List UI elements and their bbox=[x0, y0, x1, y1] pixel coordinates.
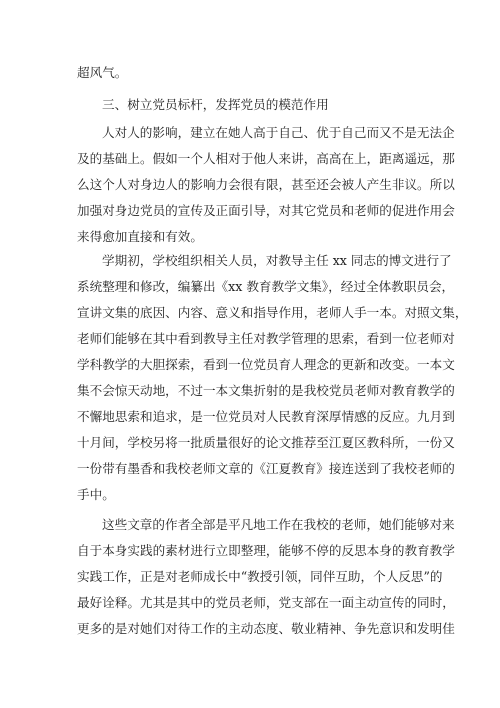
paragraph-3 bbox=[77, 512, 455, 642]
carryover-text-block bbox=[77, 60, 433, 86]
paragraph-line: 及的基础上。假如一个人相对于他人来讲，高高在上，距离遥远，那 bbox=[77, 151, 455, 166]
paragraph-line: 加强对身边党员的宣传及正面引导，对其它党员和老师的促进作用会 bbox=[77, 203, 455, 218]
section-heading-block bbox=[77, 92, 433, 118]
carryover-line: 超风气。 bbox=[77, 65, 128, 80]
paragraph-line: 实践工作，正是对老师成长中“教授引领，同伴互助，个人反思”的 bbox=[77, 569, 443, 584]
paragraph-line: 更多的是对她们对待工作的主动态度、敬业精神、争先意识和发明佳 bbox=[77, 621, 455, 636]
paragraph-line: 这些文章的作者全部是平凡地工作在我校的老师，她们能够对来 bbox=[102, 517, 455, 532]
paragraph-line: 来得愈加直接和有效。 bbox=[77, 229, 203, 244]
paragraph-line: 最好诠释。尤其是其中的党员老师，党支部在一面主动宣传的同时， bbox=[77, 595, 455, 610]
paragraph-line: 一份带有墨香和我校老师文章的《江夏教育》接连送到了我校老师的 bbox=[77, 461, 455, 476]
paragraph-line: 么这个人对身边人的影响力会很有限，甚至还会被人产生非议。所以 bbox=[77, 177, 455, 192]
paragraph-2 bbox=[77, 248, 468, 508]
paragraph-line: 学期初，学校组织相关人员，对教导主任 xx 同志的博文进行了 bbox=[102, 253, 452, 268]
paragraph-line: 自于本身实践的素材进行立即整理，能够不停的反思本身的教育教学 bbox=[77, 543, 455, 558]
paragraph-line: 系统整理和修改，编纂出《xx 教育教学文集》，经过全体教职员会， bbox=[77, 279, 455, 294]
paragraph-line: 学科教学的大胆探索，看到一位党员育人理念的更新和改变。一本文 bbox=[77, 357, 455, 372]
paragraph-1 bbox=[77, 120, 455, 250]
paragraph-line: 老师们能够在其中看到教导主任对教学管理的思索，看到一位老师对 bbox=[77, 331, 455, 346]
paragraph-line: 手中。 bbox=[77, 487, 115, 502]
paragraph-line: 不懈地思索和追求，是一位党员对人民教育深厚情感的反应。九月到 bbox=[77, 409, 455, 424]
paragraph-line: 宣讲文集的底因、内容、意义和指导作用，老师人手一本。对照文集， bbox=[77, 305, 468, 320]
section-heading: 三、树立党员标杆，发挥党员的模范作用 bbox=[102, 97, 329, 112]
paragraph-line: 十月间，学校另将一批质量很好的论文推荐至江夏区教科所，一份又 bbox=[77, 435, 455, 450]
paragraph-line: 集不会惊天动地，不过一本文集折射的是我校党员老师对教育教学的 bbox=[77, 383, 455, 398]
paragraph-line: 人对人的影响，建立在她人高于自己、优于自己而又不是无法企 bbox=[102, 125, 455, 140]
